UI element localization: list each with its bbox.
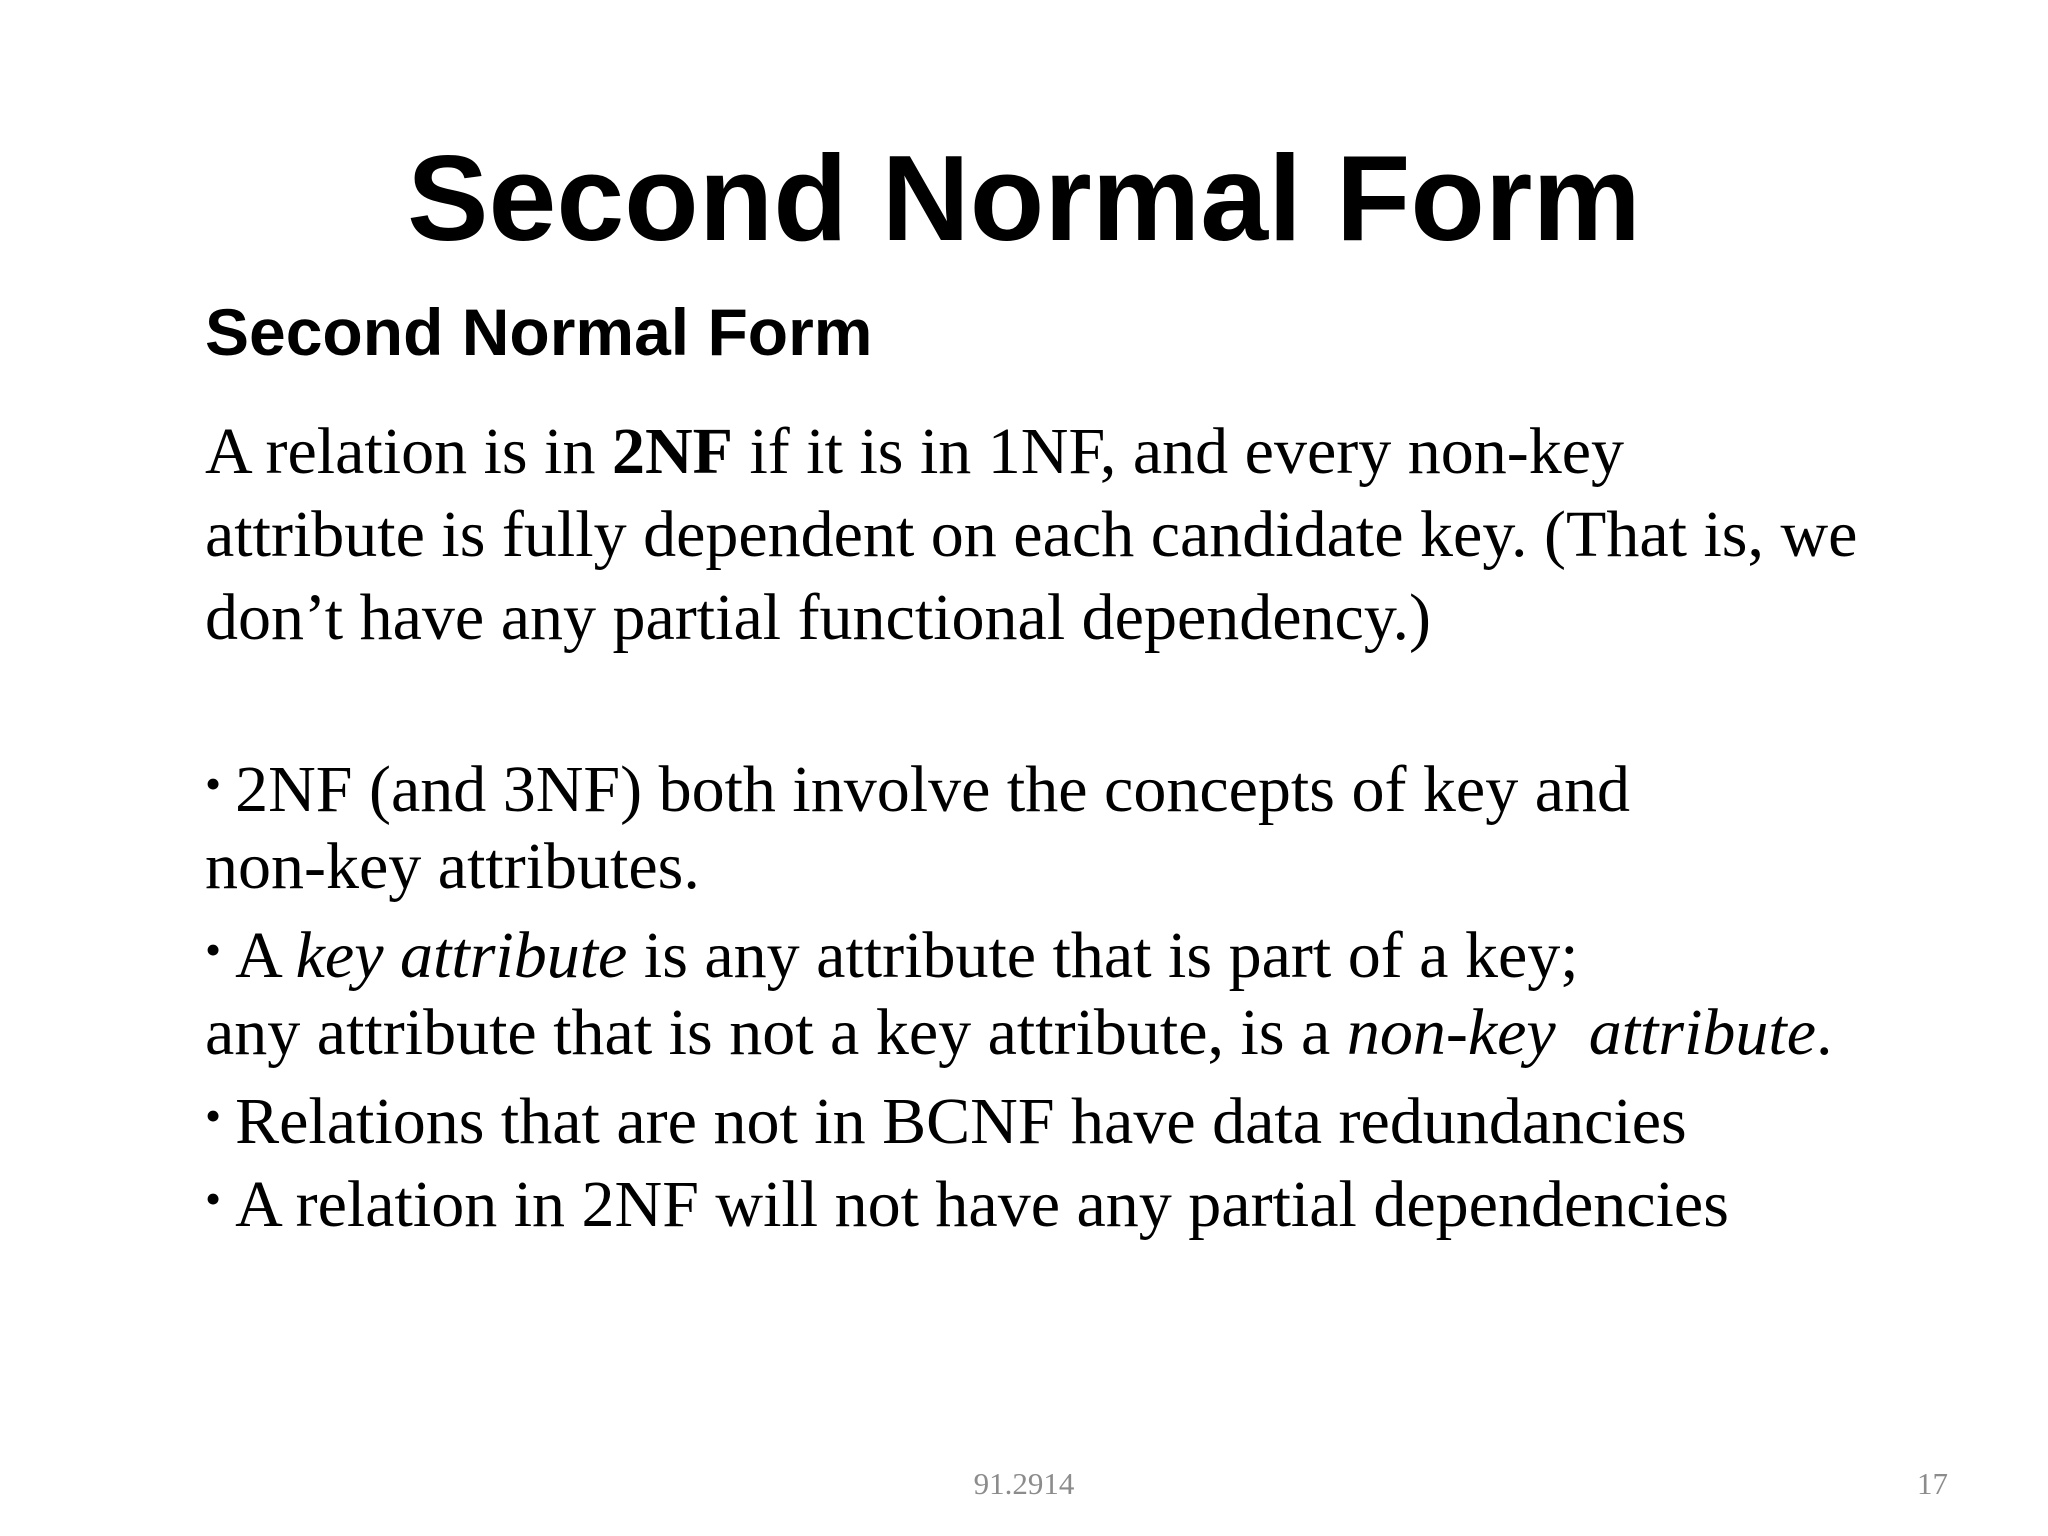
bullet-3 bbox=[205, 1074, 1995, 1157]
footer-course-code: 91.2914 bbox=[973, 1466, 1075, 1501]
term-2nf: 2NF bbox=[611, 415, 733, 488]
bullet-text: A relation in 2NF will not have any partial dependencies bbox=[235, 1168, 1729, 1241]
bullet-text: Relations that are not in BCNF have data redundancies bbox=[235, 1085, 1687, 1158]
slide-subtitle: Second Normal Form bbox=[205, 295, 873, 369]
bullet-4 bbox=[205, 1157, 1995, 1240]
slide-body bbox=[205, 410, 1995, 1240]
bullet-icon: • bbox=[205, 1090, 222, 1141]
bullet-text: . bbox=[1816, 996, 1833, 1069]
definition-text: if it is in 1NF, and every non-key bbox=[732, 415, 1625, 488]
definition-text: A relation is in bbox=[205, 415, 612, 488]
bullet-text: any attribute that is not a key attribute, is a bbox=[205, 996, 1347, 1069]
spacer bbox=[205, 659, 1995, 742]
definition-line-3: don’t have any partial functional dependency.) bbox=[205, 581, 1432, 654]
bullet-icon: • bbox=[205, 924, 222, 975]
bullet-text: is any attribute that is part of a key; bbox=[627, 919, 1579, 992]
footer-page-number: 17 bbox=[1917, 1466, 1948, 1501]
definition-line-2: attribute is fully dependent on each candidate key. (That is, we bbox=[205, 498, 1858, 571]
bullet-2-line-1 bbox=[205, 908, 1995, 991]
term-key-attribute: key attribute bbox=[295, 919, 628, 992]
bullet-2-line-2 bbox=[205, 991, 1995, 1074]
bullet-text: A bbox=[235, 919, 296, 992]
bullet-text: 2NF (and 3NF) both involve the concepts of key and bbox=[235, 753, 1631, 826]
slide-title: Second Normal Form bbox=[407, 130, 1641, 266]
definition-line-1 bbox=[205, 410, 1995, 493]
bullet-icon: • bbox=[205, 758, 222, 809]
term-non-key-attribute: non-key attribute bbox=[1346, 996, 1817, 1069]
bullet-1-line-2: non-key attributes. bbox=[205, 830, 700, 903]
bullet-1-line-1 bbox=[205, 742, 1995, 825]
bullet-icon: • bbox=[205, 1173, 222, 1224]
